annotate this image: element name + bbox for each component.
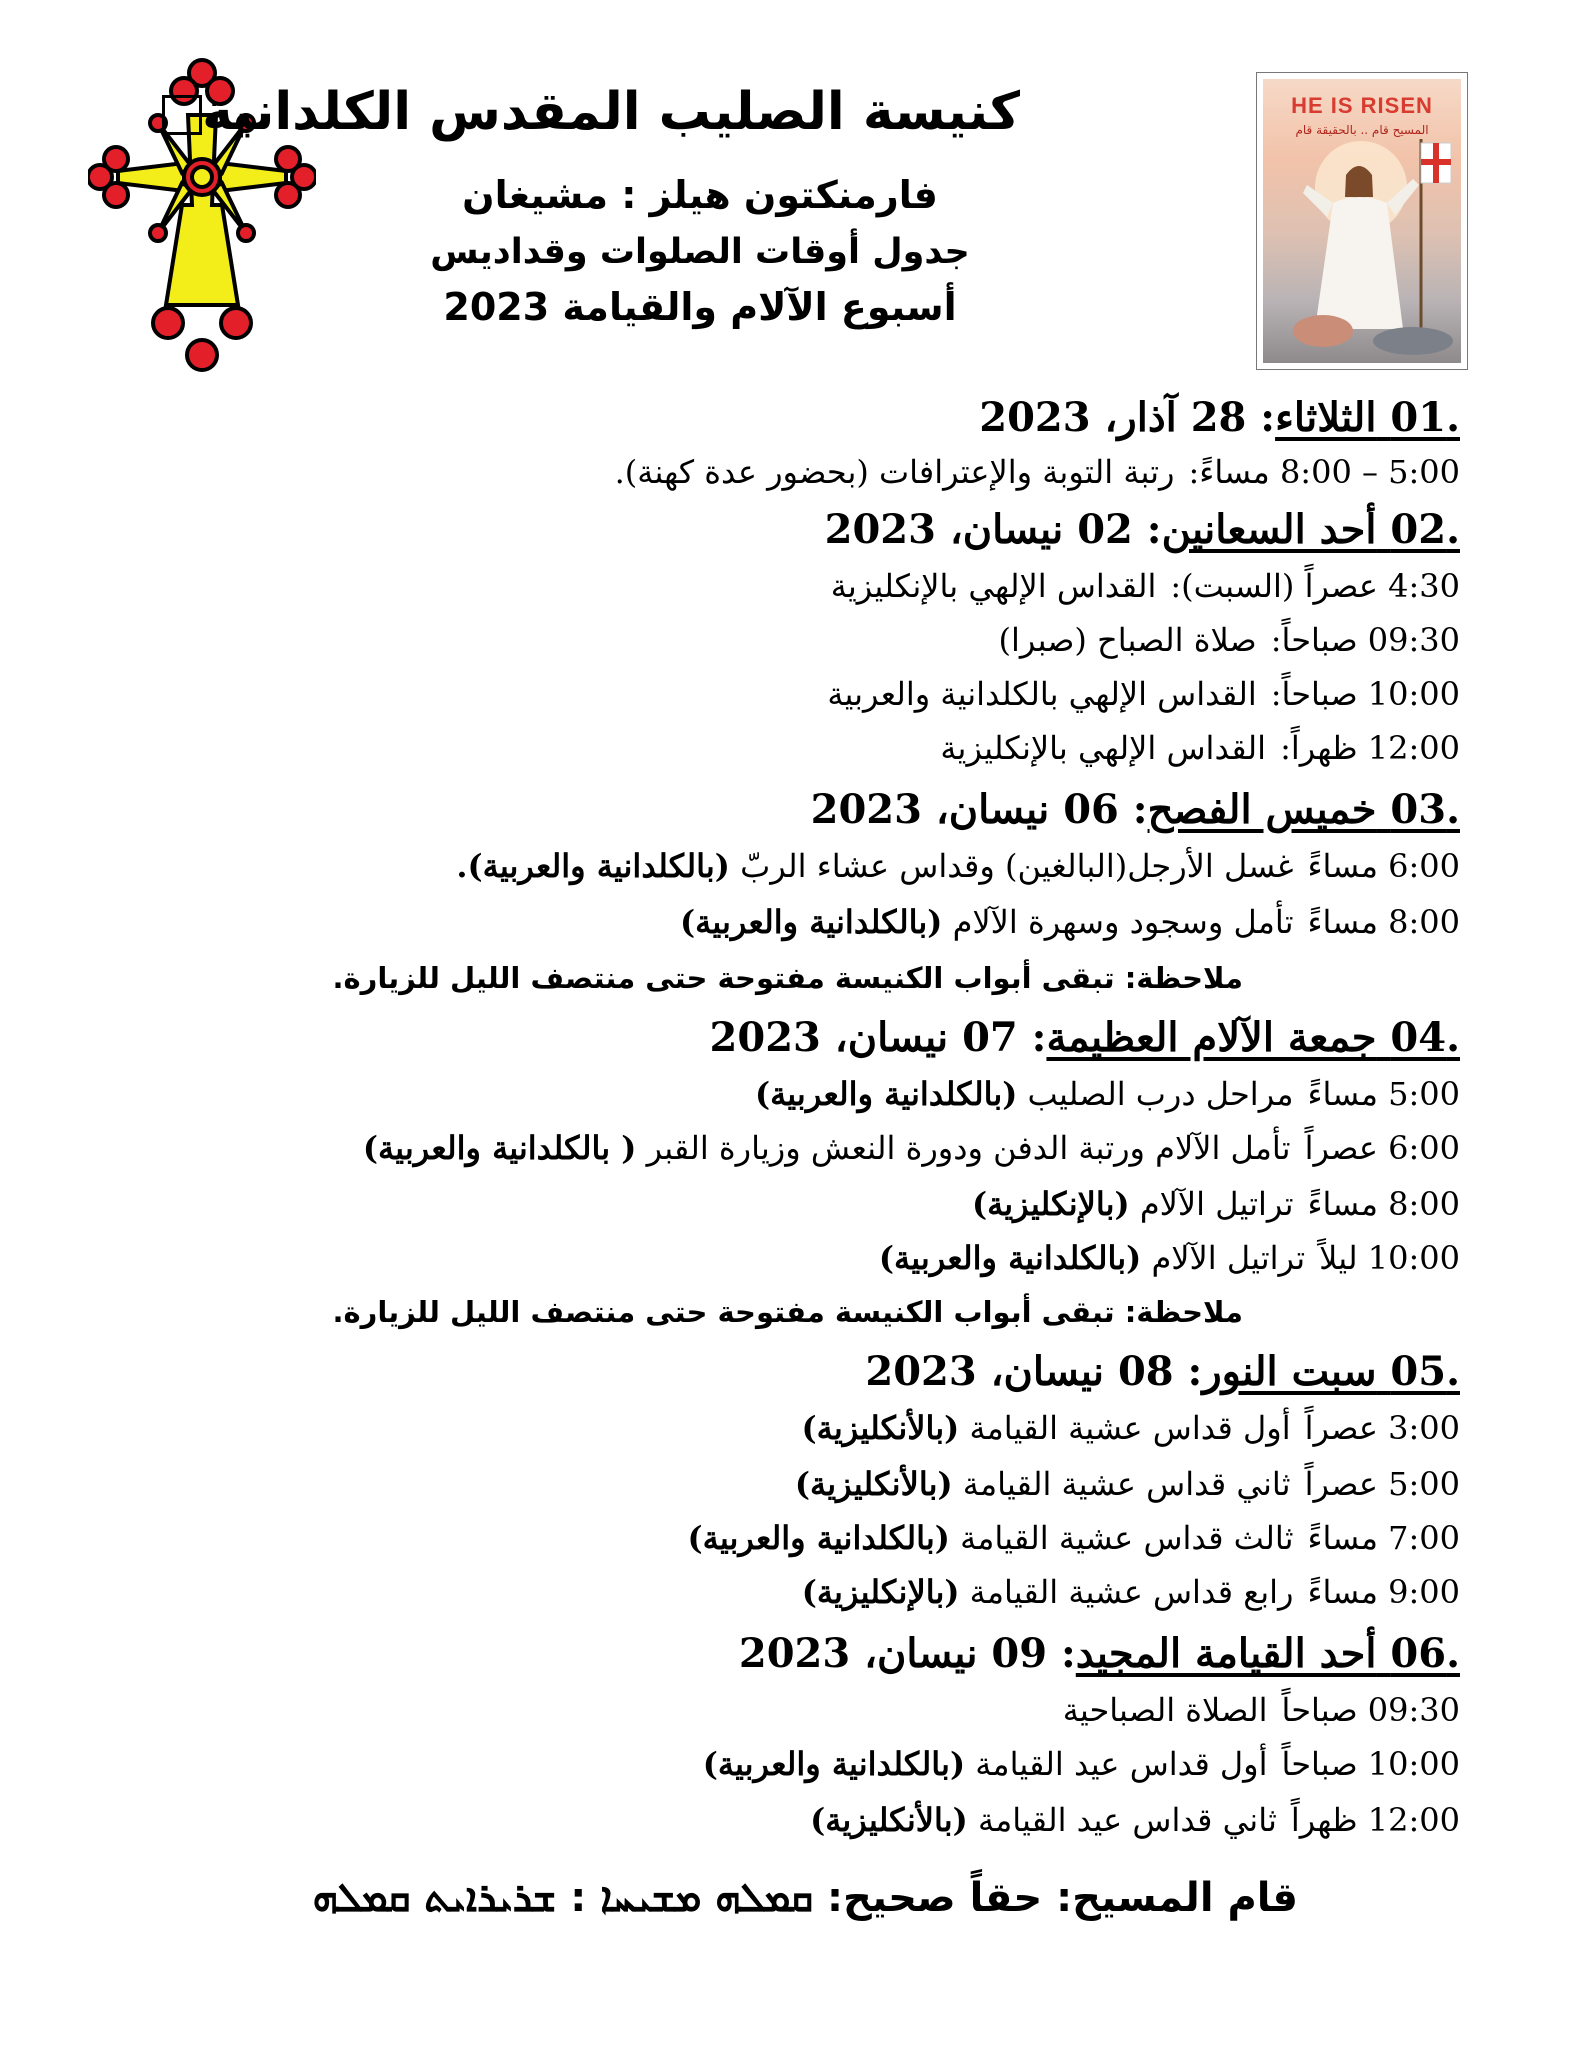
day-heading: .01 الثلاثاء: 28 آذار، 2023 — [979, 394, 1460, 441]
day-heading: .06 أحد القيامة المجيد: 09 نيسان، 2023 — [738, 1630, 1460, 1677]
day-heading: .02 أحد السعانين: 02 نيسان، 2023 — [824, 506, 1460, 553]
schedule-row: 3:00 عصراًأول قداس عشية القيامة (بالأنكليزية) — [801, 1409, 1460, 1447]
schedule-row: 4:30 عصراً (السبت):القداس الإلهي بالإنكليزية — [830, 567, 1460, 605]
schedule-row: 5:00 – 8:00 مساءً:رتبة التوبة والإعترافات (بحضور عدة كهنة). — [614, 453, 1460, 491]
schedule-row: 8:00 مساءًتراتيل الآلام (بالإنكليزية) — [971, 1185, 1460, 1223]
schedule-row: 10:00 صباحاً:القداس الإلهي بالكلدانية والعربية — [827, 675, 1460, 713]
schedule-row: 6:00 عصراًتأمل الآلام ورتبة الدفن ودورة النعش وزيارة القبر ( بالكلدانية والعربية) — [362, 1129, 1460, 1167]
location-line: فارمنكتون هيلز : مشيغان — [462, 173, 938, 217]
he-is-risen-poster — [1256, 72, 1468, 370]
day-heading: .05 سبت النور: 08 نيسان، 2023 — [865, 1348, 1460, 1395]
schedule-row: 6:00 مساءًغسل الأرجل(البالغين) وقداس عشاء الربّ (بالكلدانية والعربية). — [456, 847, 1460, 885]
greeting-syriac: ܩܡܠܗ ܡܫܝܚܐ : ܫܪܝܪܐܝܬ ܩܡܠܗ — [312, 1875, 814, 1921]
schedule-row: 12:00 ظهراًثاني قداس عيد القيامة (بالأنكليزية) — [810, 1801, 1460, 1839]
poster-title: HE IS RISEN — [1291, 93, 1433, 118]
schedule-title: جدول أوقات الصلوات وقداديس — [430, 232, 970, 272]
day-heading: .03 خميس الفصح: 06 نيسان، 2023 — [810, 786, 1460, 833]
greeting-arabic: قام المسيح: حقاً صحيح: — [827, 1875, 1298, 1921]
empty-box-glyph — [162, 95, 202, 135]
risen-christ-illustration — [1263, 79, 1461, 363]
easter-greeting — [313, 1868, 1298, 1928]
church-title: كنيسة الصليب المقدس الكلدانية — [380, 72, 1020, 152]
schedule-row: 12:00 ظهراً:القداس الإلهي بالإنكليزية — [940, 729, 1460, 767]
schedule-row: 5:00 عصراًثاني قداس عشية القيامة (بالأنكليزية) — [794, 1465, 1460, 1503]
schedule-row: 8:00 مساءًتأمل وسجود وسهرة الآلام (بالكلدانية والعربية) — [680, 903, 1460, 941]
schedule-row: 9:00 مساءًرابع قداس عشية القيامة (بالإنكليزية) — [801, 1573, 1460, 1611]
schedule-row: 09:30 صباحاً:صلاة الصباح (صبرا) — [998, 621, 1460, 659]
poster-subtitle: المسيح قام .. بالحقيقة قام — [1295, 123, 1429, 137]
schedule-row: 09:30 صباحاًالصلاة الصباحية — [1062, 1691, 1460, 1729]
schedule-row: 5:00 مساءًمراحل درب الصليب (بالكلدانية والعربية) — [754, 1075, 1460, 1113]
week-title: أسبوع الآلام والقيامة 2023 — [443, 285, 957, 329]
schedule-row: 10:00 صباحاًأول قداس عيد القيامة (بالكلدانية والعربية) — [702, 1745, 1460, 1783]
note-text: ملاحظة: تبقى أبواب الكنيسة مفتوحة حتى منتصف الليل للزيارة. — [332, 961, 1243, 995]
day-heading: .04 جمعة الآلام العظيمة: 07 نيسان، 2023 — [709, 1014, 1460, 1061]
note-text: ملاحظة: تبقى أبواب الكنيسة مفتوحة حتى منتصف الليل للزيارة. — [332, 1295, 1243, 1329]
schedule-row: 10:00 ليلاًتراتيل الآلام (بالكلدانية والعربية) — [878, 1239, 1460, 1277]
schedule-row: 7:00 مساءًثالث قداس عشية القيامة (بالكلدانية والعربية) — [687, 1519, 1460, 1557]
